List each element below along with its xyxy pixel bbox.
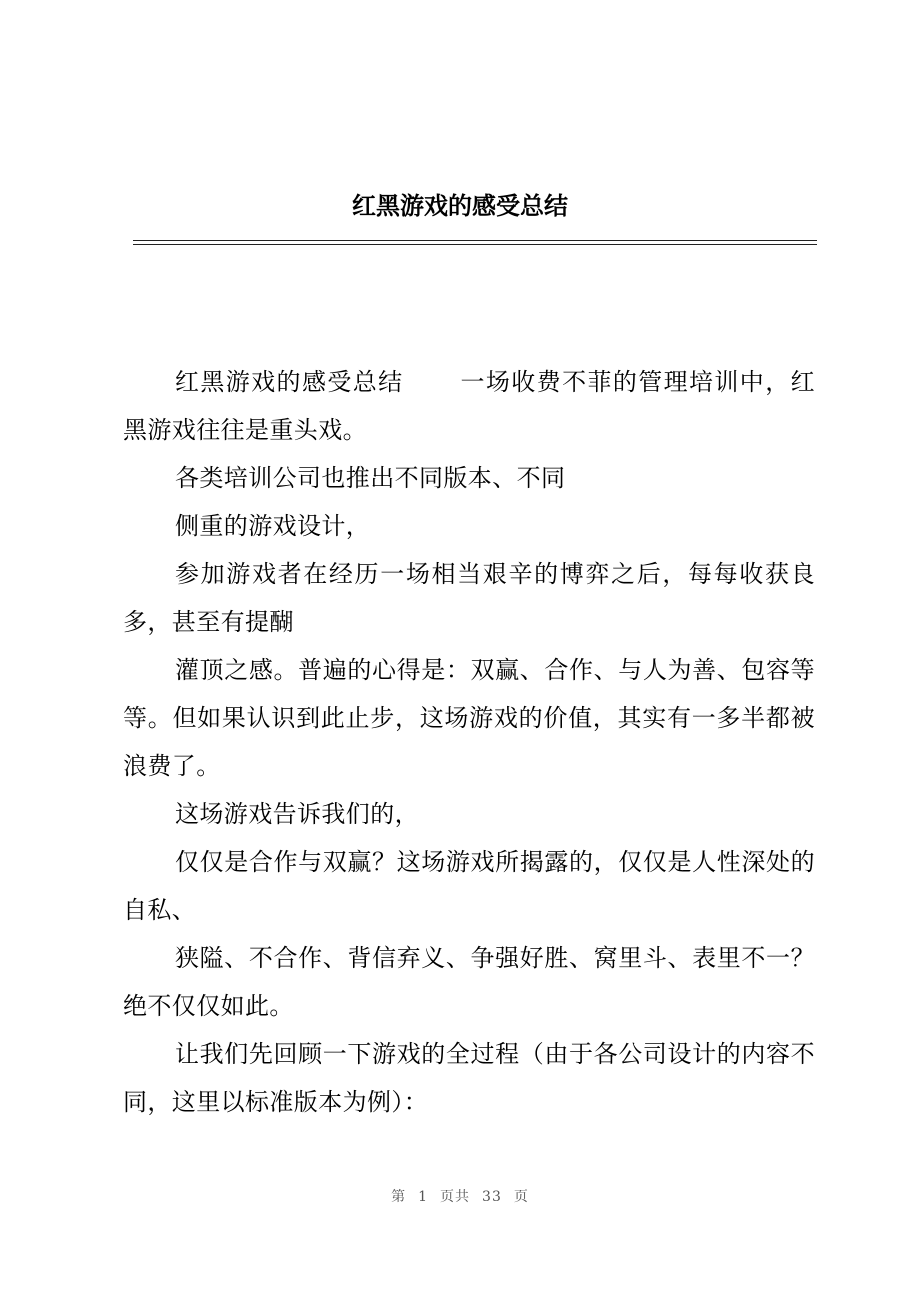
document-body — [123, 358, 815, 1126]
paragraph-2: 各类培训公司也推出不同版本、不同 — [175, 464, 566, 492]
title-double-rule — [133, 240, 817, 245]
footer-page-number: 1 — [418, 1189, 429, 1205]
footer-prefix: 第 — [391, 1189, 407, 1205]
paragraph-6: 这场游戏告诉我们的， — [175, 800, 419, 828]
document-title: 红黑游戏的感受总结 — [352, 191, 568, 220]
footer-suffix: 页 — [513, 1189, 529, 1205]
paragraph-1 — [123, 358, 815, 454]
paragraph-4: 参加游戏者在经历一场相当艰辛的博弈之后，每每收获良多，甚至有提醐 — [123, 560, 815, 636]
paragraph-5: 灌顶之感。普遍的心得是：双赢、合作、与人为善、包容等等。但如果认识到此止步，这场游戏的价值，其实有一多半都被浪费了。 — [123, 656, 815, 780]
paragraph-8: 狭隘、不合作、背信弃义、争强好胜、窝里斗、表里不一？绝不仅仅如此。 — [123, 944, 815, 1020]
footer-mid: 页共 — [440, 1189, 471, 1205]
paragraph-3: 侧重的游戏设计， — [175, 512, 371, 540]
paragraph-1-text: 一场收费不菲的管理培训中，红黑游戏往往是重头戏。 — [123, 368, 815, 444]
paragraph-9: 让我们先回顾一下游戏的全过程（由于各公司设计的内容不同，这里以标准版本为例）： — [123, 1040, 815, 1116]
page-footer — [0, 1186, 920, 1206]
paragraph-1-lead: 红黑游戏的感受总结 — [175, 368, 404, 396]
paragraph-7: 仅仅是合作与双赢？这场游戏所揭露的，仅仅是人性深处的自私、 — [123, 848, 815, 924]
footer-total-pages: 33 — [482, 1189, 502, 1205]
